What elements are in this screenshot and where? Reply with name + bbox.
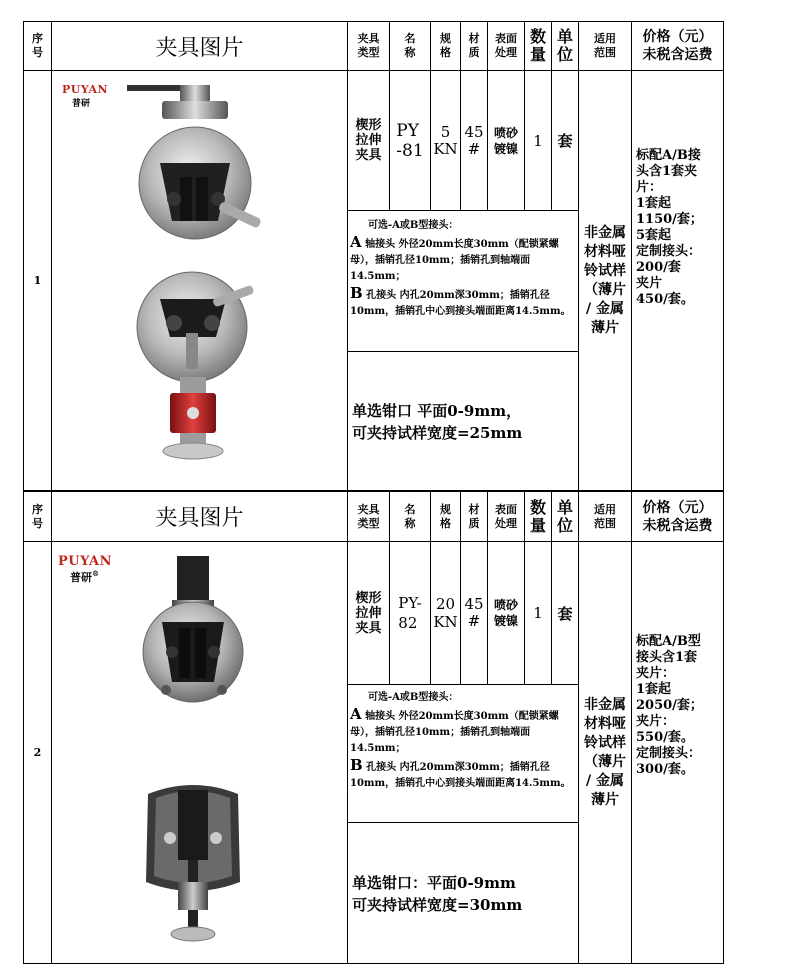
product-photo xyxy=(52,542,347,963)
option-a: A 轴接头 外径20mm长度30mm（配锁紧螺母），插销孔径10mm；插销孔到轴端面14.5mm； xyxy=(350,233,559,282)
options-title: 可选-A或B型接头： xyxy=(368,692,459,703)
product-photo xyxy=(52,71,347,490)
row-type: 楔形 拉伸 夹具 xyxy=(355,590,382,636)
row-name: PY- 82 xyxy=(398,594,422,632)
row-spec: 20 KN xyxy=(433,595,458,631)
header-scope: 适用 范围 xyxy=(594,502,616,530)
row-scope: 非金属 材料哑 铃试样 （薄片 / 金属 薄片 xyxy=(584,696,626,808)
row-spec: 5 KN xyxy=(433,122,458,158)
header-type: 夹具 类型 xyxy=(357,502,380,530)
row-material: 45 # xyxy=(464,122,484,158)
joint-options xyxy=(350,218,576,348)
header-material: 材 质 xyxy=(468,502,480,530)
jaw-option: 单选钳口 平面0-9mm， 可夹持试样宽度=25mm xyxy=(352,402,523,442)
header-price: 价格（元） 未税含运费 xyxy=(642,29,713,63)
row-scope: 非金属 材料哑 铃试样 （薄片 / 金属 薄片 xyxy=(584,224,626,336)
header-seq: 序 号 xyxy=(32,502,43,530)
option-b: B 孔接头 内孔20mm深30mm；插销孔径10mm，插销孔中心到接头端面距离14.5mm。 xyxy=(350,756,571,789)
row-material: 45 # xyxy=(464,595,484,630)
wedge-grip-illustration xyxy=(52,542,347,963)
row-type: 楔形 拉伸 夹具 xyxy=(355,118,382,163)
header-spec: 规 格 xyxy=(440,502,451,530)
jaw-option: 单选钳口：平面0-9mm 可夹持试样宽度=30mm xyxy=(352,874,523,914)
row-qty: 1 xyxy=(533,131,543,150)
row-price: 标配A/B型 接头含1套 夹片： 1套起 2050/套； 夹片： 550/套。 定制接头： 300/套。 xyxy=(636,634,703,777)
row-surface: 喷砂 镀镍 xyxy=(493,125,518,156)
brand-cn: 普研 xyxy=(72,99,91,109)
brand-en: PUYAN xyxy=(62,83,109,96)
brand-mark: ® xyxy=(92,569,99,578)
header-type: 夹具 类型 xyxy=(357,32,380,59)
header-unit: 单 位 xyxy=(556,497,573,535)
header-image: 夹具图片 xyxy=(155,35,244,61)
row-seq: 1 xyxy=(33,273,42,287)
header-surface: 表面 处理 xyxy=(495,32,517,59)
row-qty: 1 xyxy=(533,604,543,622)
joint-options xyxy=(350,690,576,820)
option-b: B 孔接头 内孔20mm深30mm；插销孔径10mm，插销孔中心到接头端面距离14.5mm。 xyxy=(350,284,571,317)
header-name: 名 称 xyxy=(404,32,416,59)
row-unit: 套 xyxy=(557,132,573,150)
brand-cn: 普研 xyxy=(70,571,92,584)
row-price: 标配A/B接 头含1套夹 片： 1套起 1150/套； 5套起 定制接头： 200/套 夹片 450/套。 xyxy=(636,148,703,307)
header-seq: 序 号 xyxy=(32,32,43,59)
header-price: 价格（元） 未税含运费 xyxy=(642,499,713,534)
row-surface: 喷砂 镀镍 xyxy=(493,598,518,628)
header-unit: 单 位 xyxy=(556,27,573,64)
header-name: 名 称 xyxy=(404,502,416,530)
header-qty: 数 量 xyxy=(529,497,546,535)
header-scope: 适用 范围 xyxy=(594,32,616,59)
header-material: 材 质 xyxy=(468,32,480,59)
row-unit: 套 xyxy=(557,604,573,623)
row-seq: 2 xyxy=(33,745,42,759)
header-image: 夹具图片 xyxy=(155,506,244,531)
row-name: PY -81 xyxy=(396,120,424,161)
header-spec: 规 格 xyxy=(440,32,451,59)
wedge-grip-illustration xyxy=(52,71,347,490)
options-title: 可选-A或B型接头： xyxy=(368,220,459,231)
header-qty: 数 量 xyxy=(529,27,546,64)
header-surface: 表面 处理 xyxy=(495,502,517,530)
option-a: A 轴接头 外径20mm长度30mm（配锁紧螺母），插销孔径10mm；插销孔到轴端面14.5mm； xyxy=(350,705,559,754)
brand-en: PUYAN xyxy=(58,554,113,569)
